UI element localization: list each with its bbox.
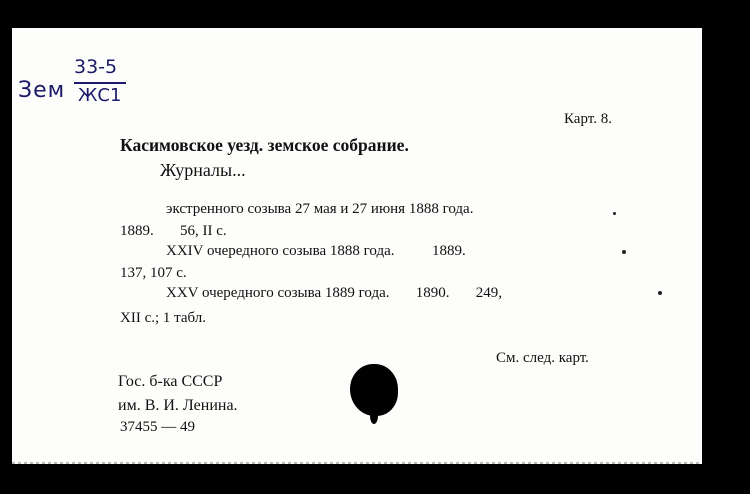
- ink-speck: [658, 291, 662, 295]
- shelfmark-fraction-line: [74, 82, 126, 84]
- ink-speck: [622, 250, 626, 254]
- library-line-1: Гос. б-ка СССР: [118, 373, 223, 390]
- card-subheading: Журналы...: [160, 160, 246, 180]
- entry-line: 137, 107 с.: [120, 265, 187, 281]
- entry-line: XII с.; 1 табл.: [120, 310, 207, 326]
- shelfmark-denominator: ЖС1: [78, 85, 122, 106]
- entry-line: 1889. 56, II с.: [120, 223, 227, 239]
- entry-line: XXV очередного созыва 1889 года. 1890. 249,: [166, 285, 503, 301]
- ink-speck: [613, 212, 616, 215]
- card-heading: Касимовское уезд. земское собрание.: [120, 135, 409, 155]
- library-line-3: 37455 — 49: [120, 419, 195, 435]
- punch-hole: [350, 364, 398, 416]
- entry-line: экстренного созыва 27 мая и 27 июня 1888 года.: [166, 201, 474, 217]
- card-number: Карт. 8.: [564, 111, 612, 127]
- catalog-card: [12, 28, 702, 464]
- shelfmark-numerator: 33-5: [74, 56, 118, 78]
- entry-line: XXIV очередного созыва 1888 года. 1889.: [166, 243, 466, 259]
- shelfmark-prefix: Зем: [18, 78, 66, 103]
- see-next-card: См. след. карт.: [496, 350, 589, 366]
- library-line-2: им. В. И. Ленина.: [118, 397, 238, 414]
